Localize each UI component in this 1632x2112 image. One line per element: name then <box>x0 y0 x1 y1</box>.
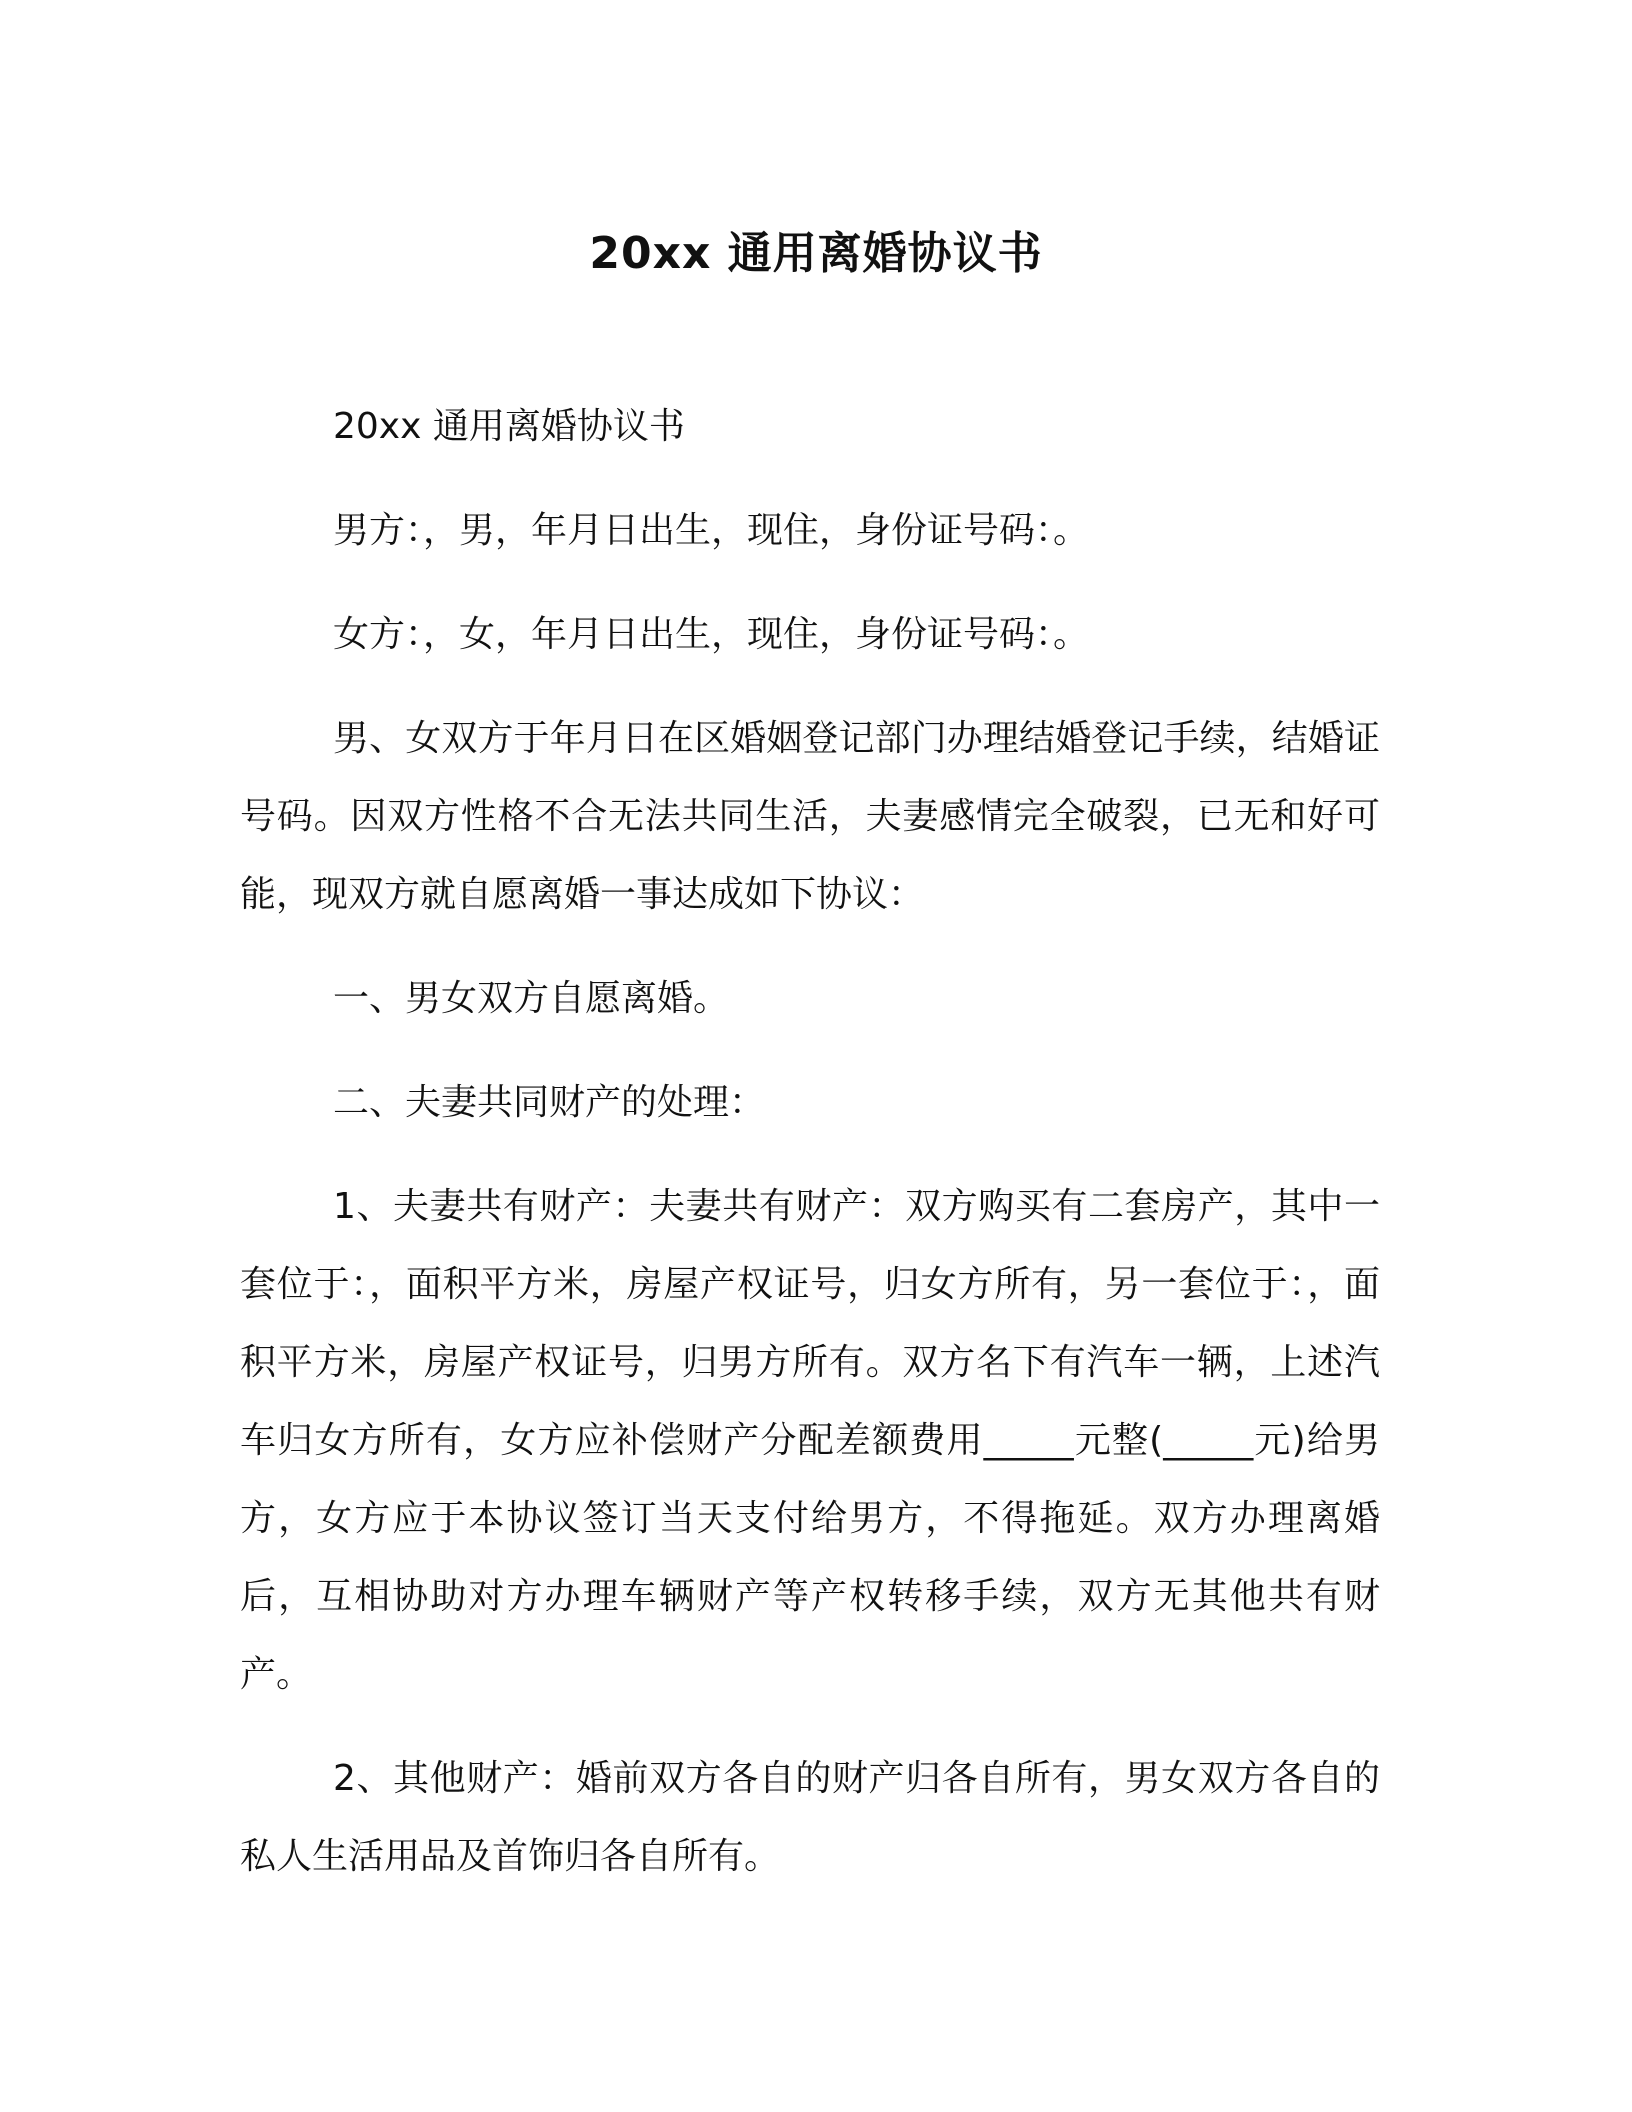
paragraph-marriage-background: 男、女双方于年月日在区婚姻登记部门办理结婚登记手续，结婚证号码。因双方性格不合无法共同生活，夫妻感情完全破裂，已无和好可能，现双方就自愿离婚一事达成如下协议： <box>240 718 1380 915</box>
document-title: 20xx 通用离婚协议书 <box>589 228 1043 279</box>
paragraph-clause-one: 一、男女双方自愿离婚。 <box>333 978 730 1019</box>
paragraph-subtitle: 20xx 通用离婚协议书 <box>333 406 685 447</box>
document-body <box>240 388 1380 1922</box>
paragraph-male-party: 男方：，男，年月日出生，现住，身份证号码：。 <box>333 510 1090 551</box>
paragraph-joint-property: 1、夫妻共有财产：夫妻共有财产：双方购买有二套房产，其中一套位于：，面积平方米，房屋产权证号，归女方所有，另一套位于：，面积平方米，房屋产权证号，归男方所有。双方名下有汽车一辆，上述汽车归女方所有，女方应补偿财产分配差额费用_____元整(_____元)给男方，女方应于本协议签订当天支付给男方，不得拖延。双方办理离婚后，互相协助对方办理车辆财产等产权转移手续，双方无其他共有财产。 <box>240 1186 1380 1695</box>
paragraph-female-party: 女方：，女，年月日出生，现住，身份证号码：。 <box>333 614 1090 655</box>
paragraph-other-property: 2、其他财产：婚前双方各自的财产归各自所有，男女双方各自的私人生活用品及首饰归各自所有。 <box>240 1758 1380 1877</box>
paragraph-clause-two: 二、夫妻共同财产的处理： <box>333 1082 766 1123</box>
